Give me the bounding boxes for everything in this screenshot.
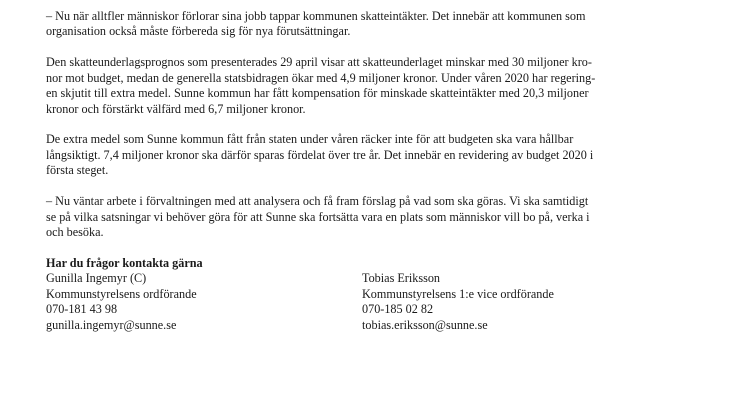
- paragraph-line: en skjutit till extra medel. Sunne kommun har fått kompensation för minskade skatteintäkter med 20,3 miljoner: [46, 86, 589, 101]
- contact-phone: 070-181 43 98: [46, 302, 118, 317]
- paragraph-line: Den skatteunderlagsprognos som presenterades 29 april visar att skatteunderlaget minskar med 30 miljoner kro-: [46, 55, 592, 70]
- contact-card-gunilla: [46, 271, 197, 333]
- paragraph-line: De extra medel som Sunne kommun fått från staten under våren räcker inte för att budgeten ska vara hållbar: [46, 132, 574, 147]
- paragraph-line: se på vilka satsningar vi behöver göra för att Sunne ska fortsätta vara en plats som människor vill bo på, verka i: [46, 209, 590, 224]
- paragraph-line: – Nu när alltfler människor förlorar sina jobb tappar kommunen skatteintäkter. Det innebär att kommunen som: [46, 9, 586, 23]
- paragraph-line: långsiktigt. 7,4 miljoner kronor ska därför sparas fördelat över tre år. Det innebär en revidering av budget 2020 i: [46, 147, 594, 162]
- paragraph-savings: [46, 132, 686, 178]
- contact-email: tobias.eriksson@sunne.se: [362, 317, 488, 332]
- contact-role: Kommunstyrelsens ordförande: [46, 286, 197, 301]
- paragraph-line: – Nu väntar arbete i förvaltningen med att analysera och få fram förslag på vad som ska göras. Vi ska samtidigt: [46, 194, 589, 209]
- document-page: [46, 9, 686, 351]
- contact-phone: 070-185 02 82: [362, 302, 434, 317]
- contact-name: Gunilla Ingemyr (C): [46, 271, 147, 286]
- contact-email: gunilla.ingemyr@sunne.se: [46, 317, 177, 332]
- paragraph-line: kronor och förstärkt välfärd med 6,7 miljoner kronor.: [46, 101, 306, 116]
- contact-name: Tobias Eriksson: [362, 271, 441, 286]
- contacts-section: [46, 271, 686, 351]
- paragraph-line: organisation också måste förbereda sig för nya förutsättningar.: [46, 24, 351, 39]
- contact-card-tobias: [362, 271, 554, 333]
- paragraph-line: nor mot budget, medan de generella statsbidragen ökar med 4,9 miljoner kronor. Under våren 2020 har regering-: [46, 70, 596, 85]
- contact-role: Kommunstyrelsens 1:e vice ordförande: [362, 286, 554, 301]
- contact-heading: Har du frågor kontakta gärna: [46, 255, 203, 270]
- paragraph-line: första steget.: [46, 163, 109, 178]
- paragraph-job-losses: [46, 9, 686, 40]
- paragraph-next-steps: [46, 194, 686, 240]
- paragraph-tax-forecast: [46, 55, 686, 117]
- paragraph-line: och besöka.: [46, 224, 104, 239]
